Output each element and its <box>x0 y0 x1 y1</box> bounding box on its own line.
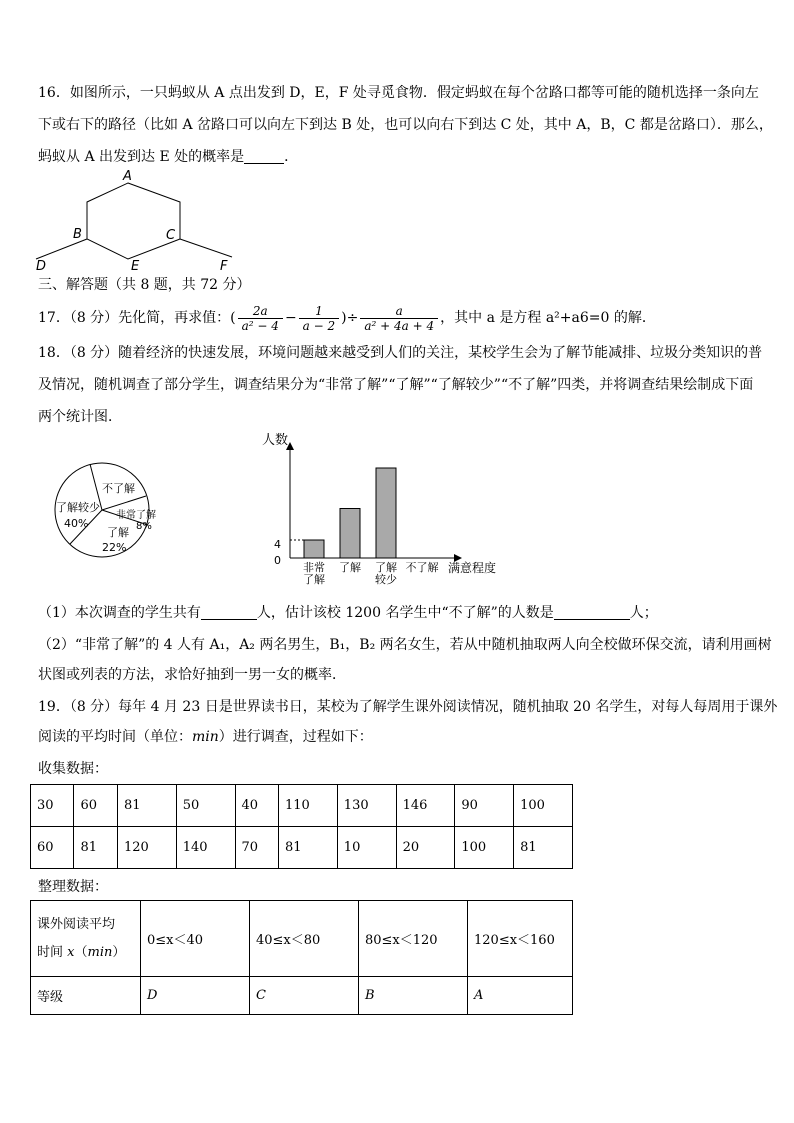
label-f: F <box>220 259 228 274</box>
slice-pct-liaojie: 22% <box>102 541 127 554</box>
organize-data-table <box>30 900 573 1015</box>
q16-line1: 16．如图所示，一只蚂蚁从 A 点出发到 D，E，F 处寻觅食物．假定蚂蚁在每个岔路口都等可能的随机选择一条向左 <box>38 85 759 101</box>
frac2-den: a − 2 <box>302 318 336 333</box>
q17-prefix: 17．（8 分）先化简，再求值：( <box>38 310 236 326</box>
collect-data-table <box>30 784 573 869</box>
organize-label: 整理数据： <box>38 879 108 895</box>
frac3-num: a <box>360 304 438 319</box>
org-head-unit: min <box>87 944 113 960</box>
collect-cell: 60 <box>74 785 117 827</box>
q18-line3: 两个统计图． <box>38 409 122 425</box>
y-tick-0: 0 <box>274 554 281 567</box>
hexagon-path-figure <box>30 166 240 274</box>
x-tick-label-0: 非常 <box>303 561 325 574</box>
x-tick-label-2: 了解 <box>375 561 397 574</box>
collect-cell: 81 <box>74 827 117 869</box>
collect-cell: 140 <box>176 827 235 869</box>
q18-line2: 及情况，随机调查了部分学生，调查结果分为“非常了解”“了解”“了解较少”“不了解”四类，并将调查结果绘制成下面 <box>38 377 754 393</box>
collect-cell: 30 <box>31 785 74 827</box>
bar-1 <box>340 509 360 559</box>
grade-cell: A <box>468 977 573 1015</box>
org-head-line2-c: ） <box>112 944 126 960</box>
q17-line <box>38 300 656 336</box>
q19-unit: min <box>192 729 219 745</box>
y-tick-4: 4 <box>274 538 281 551</box>
q17-suffix: ，其中 a 是方程 a²+a6=0 的解． <box>440 310 656 326</box>
slice-label-feichang: 非常了解 <box>116 510 156 521</box>
x-tick-label-2: 较少 <box>375 573 397 586</box>
q19-line2-b: ）进行调查，过程如下： <box>218 729 373 745</box>
q18-sub1-a: （1）本次调查的学生共有 <box>38 605 201 621</box>
label-e: E <box>131 259 140 274</box>
q18-sub2-line2: 状图或列表的方法，求恰好抽到一男一女的概率． <box>38 667 346 683</box>
grade-label-cell: 等级 <box>31 977 141 1015</box>
y-axis-label: 人数 <box>262 433 289 448</box>
grade-cell: C <box>250 977 359 1015</box>
pie-chart <box>52 456 160 568</box>
q19-line1: 19．（8 分）每年 4 月 23 日是世界读书日，某校为了解学生课外阅读情况，随机抽取 20 名学生，对每人每周用于课外 <box>38 699 778 715</box>
collect-cell: 10 <box>337 827 396 869</box>
organize-row-grade <box>31 977 573 1015</box>
bar-2 <box>376 468 396 558</box>
org-head-cell <box>31 901 141 977</box>
path-c-f <box>180 239 232 257</box>
slice-pct-jiaoshao: 40% <box>64 517 89 530</box>
q18-sub1-c: 人； <box>629 605 658 621</box>
pie-divider-2 <box>102 496 146 510</box>
x-tick-label-0: 了解 <box>303 573 325 586</box>
collect-cell: 130 <box>337 785 396 827</box>
org-range-cell: 0≤x＜40 <box>141 901 250 977</box>
collect-row <box>31 827 573 869</box>
org-range-cell: 40≤x＜80 <box>250 901 359 977</box>
label-c: C <box>166 228 176 243</box>
q16-line2: 下或右下的路径（比如 A 岔路口可以向左下到达 B 处，也可以向右下到达 C 处，其中 A，B，C 都是岔路口）．那么， <box>38 117 773 133</box>
collect-label: 收集数据： <box>38 761 108 777</box>
q18-sub1-b: 人，估计该校 1200 名学生中“不了解”的人数是 <box>256 605 554 621</box>
collect-cell: 81 <box>514 827 573 869</box>
slice-pct-feichang: 8% <box>136 521 152 532</box>
org-head-line2-a: 时间 <box>37 944 68 960</box>
collect-cell: 146 <box>396 785 455 827</box>
q19-line2 <box>38 728 373 746</box>
slice-label-jiaoshao: 了解较少 <box>56 501 100 514</box>
collect-cell: 40 <box>235 785 278 827</box>
answer-blank-total <box>201 605 257 620</box>
fraction-2 <box>299 304 339 333</box>
label-d: D <box>36 259 47 274</box>
x-tick-label-3: 不了解 <box>405 561 439 574</box>
collect-cell: 100 <box>514 785 573 827</box>
div-sign: )÷ <box>341 310 359 326</box>
collect-cell: 60 <box>31 827 74 869</box>
q18-line1: 18．（8 分）随着经济的快速发展，环境问题越来越受到人们的关注，某校学生会为了解节能减排、垃圾分类知识的普 <box>38 345 763 361</box>
org-head-line1: 课外阅读平均 <box>37 916 116 932</box>
bar-0 <box>304 540 324 558</box>
q19-line2-a: 阅读的平均时间（单位： <box>38 729 192 745</box>
frac1-den: a² − 4 <box>241 318 279 333</box>
q16-line3-text: 蚂蚁从 A 出发到达 E 处的概率是 <box>38 149 245 165</box>
q18-sub1 <box>38 604 658 622</box>
hexagon-shape <box>87 183 180 259</box>
collect-cell: 50 <box>176 785 235 827</box>
fraction-1 <box>238 304 283 333</box>
collect-cell: 20 <box>396 827 455 869</box>
answer-blank <box>244 149 284 164</box>
collect-row <box>31 785 573 827</box>
org-range-cell: 80≤x＜120 <box>359 901 468 977</box>
x-axis-label: 满意程度 <box>448 561 497 575</box>
org-head-var: x <box>67 944 75 960</box>
collect-cell: 81 <box>117 785 176 827</box>
fraction-3 <box>360 304 438 333</box>
collect-cell: 70 <box>235 827 278 869</box>
frac3-den: a² + 4a + 4 <box>364 318 435 333</box>
collect-cell: 110 <box>279 785 338 827</box>
grade-cell: D <box>141 977 250 1015</box>
frac1-num: 2a <box>238 304 283 319</box>
collect-cell: 120 <box>117 827 176 869</box>
frac2-num: 1 <box>299 304 339 319</box>
organize-row-range <box>31 901 573 977</box>
collect-cell: 90 <box>455 785 514 827</box>
section-3-header: 三、解答题（共 8 题，共 72 分） <box>38 277 251 293</box>
path-b-d <box>36 239 87 259</box>
q16-line3 <box>38 148 298 166</box>
slice-label-liaojie: 了解 <box>107 526 129 539</box>
collect-cell: 100 <box>455 827 514 869</box>
collect-cell: 81 <box>279 827 338 869</box>
minus-sign: − <box>284 310 297 326</box>
label-b: B <box>73 227 82 242</box>
org-head-line2-b: （ <box>74 944 88 960</box>
q18-sub2-line1: （2）“非常了解”的 4 人有 A₁，A₂ 两名男生，B₁，B₂ 两名女生，若从中随机抽取两人向全校做环保交流，请利用画树 <box>38 637 772 653</box>
label-a: A <box>123 169 132 184</box>
org-range-cell: 120≤x＜160 <box>468 901 573 977</box>
slice-label-buliaojie: 不了解 <box>102 482 135 495</box>
x-tick-label-1: 了解 <box>339 561 361 574</box>
answer-blank-buliaojie <box>554 605 630 620</box>
bar-chart <box>262 428 510 588</box>
grade-cell: B <box>359 977 468 1015</box>
q16-line3-end: ． <box>284 149 299 165</box>
